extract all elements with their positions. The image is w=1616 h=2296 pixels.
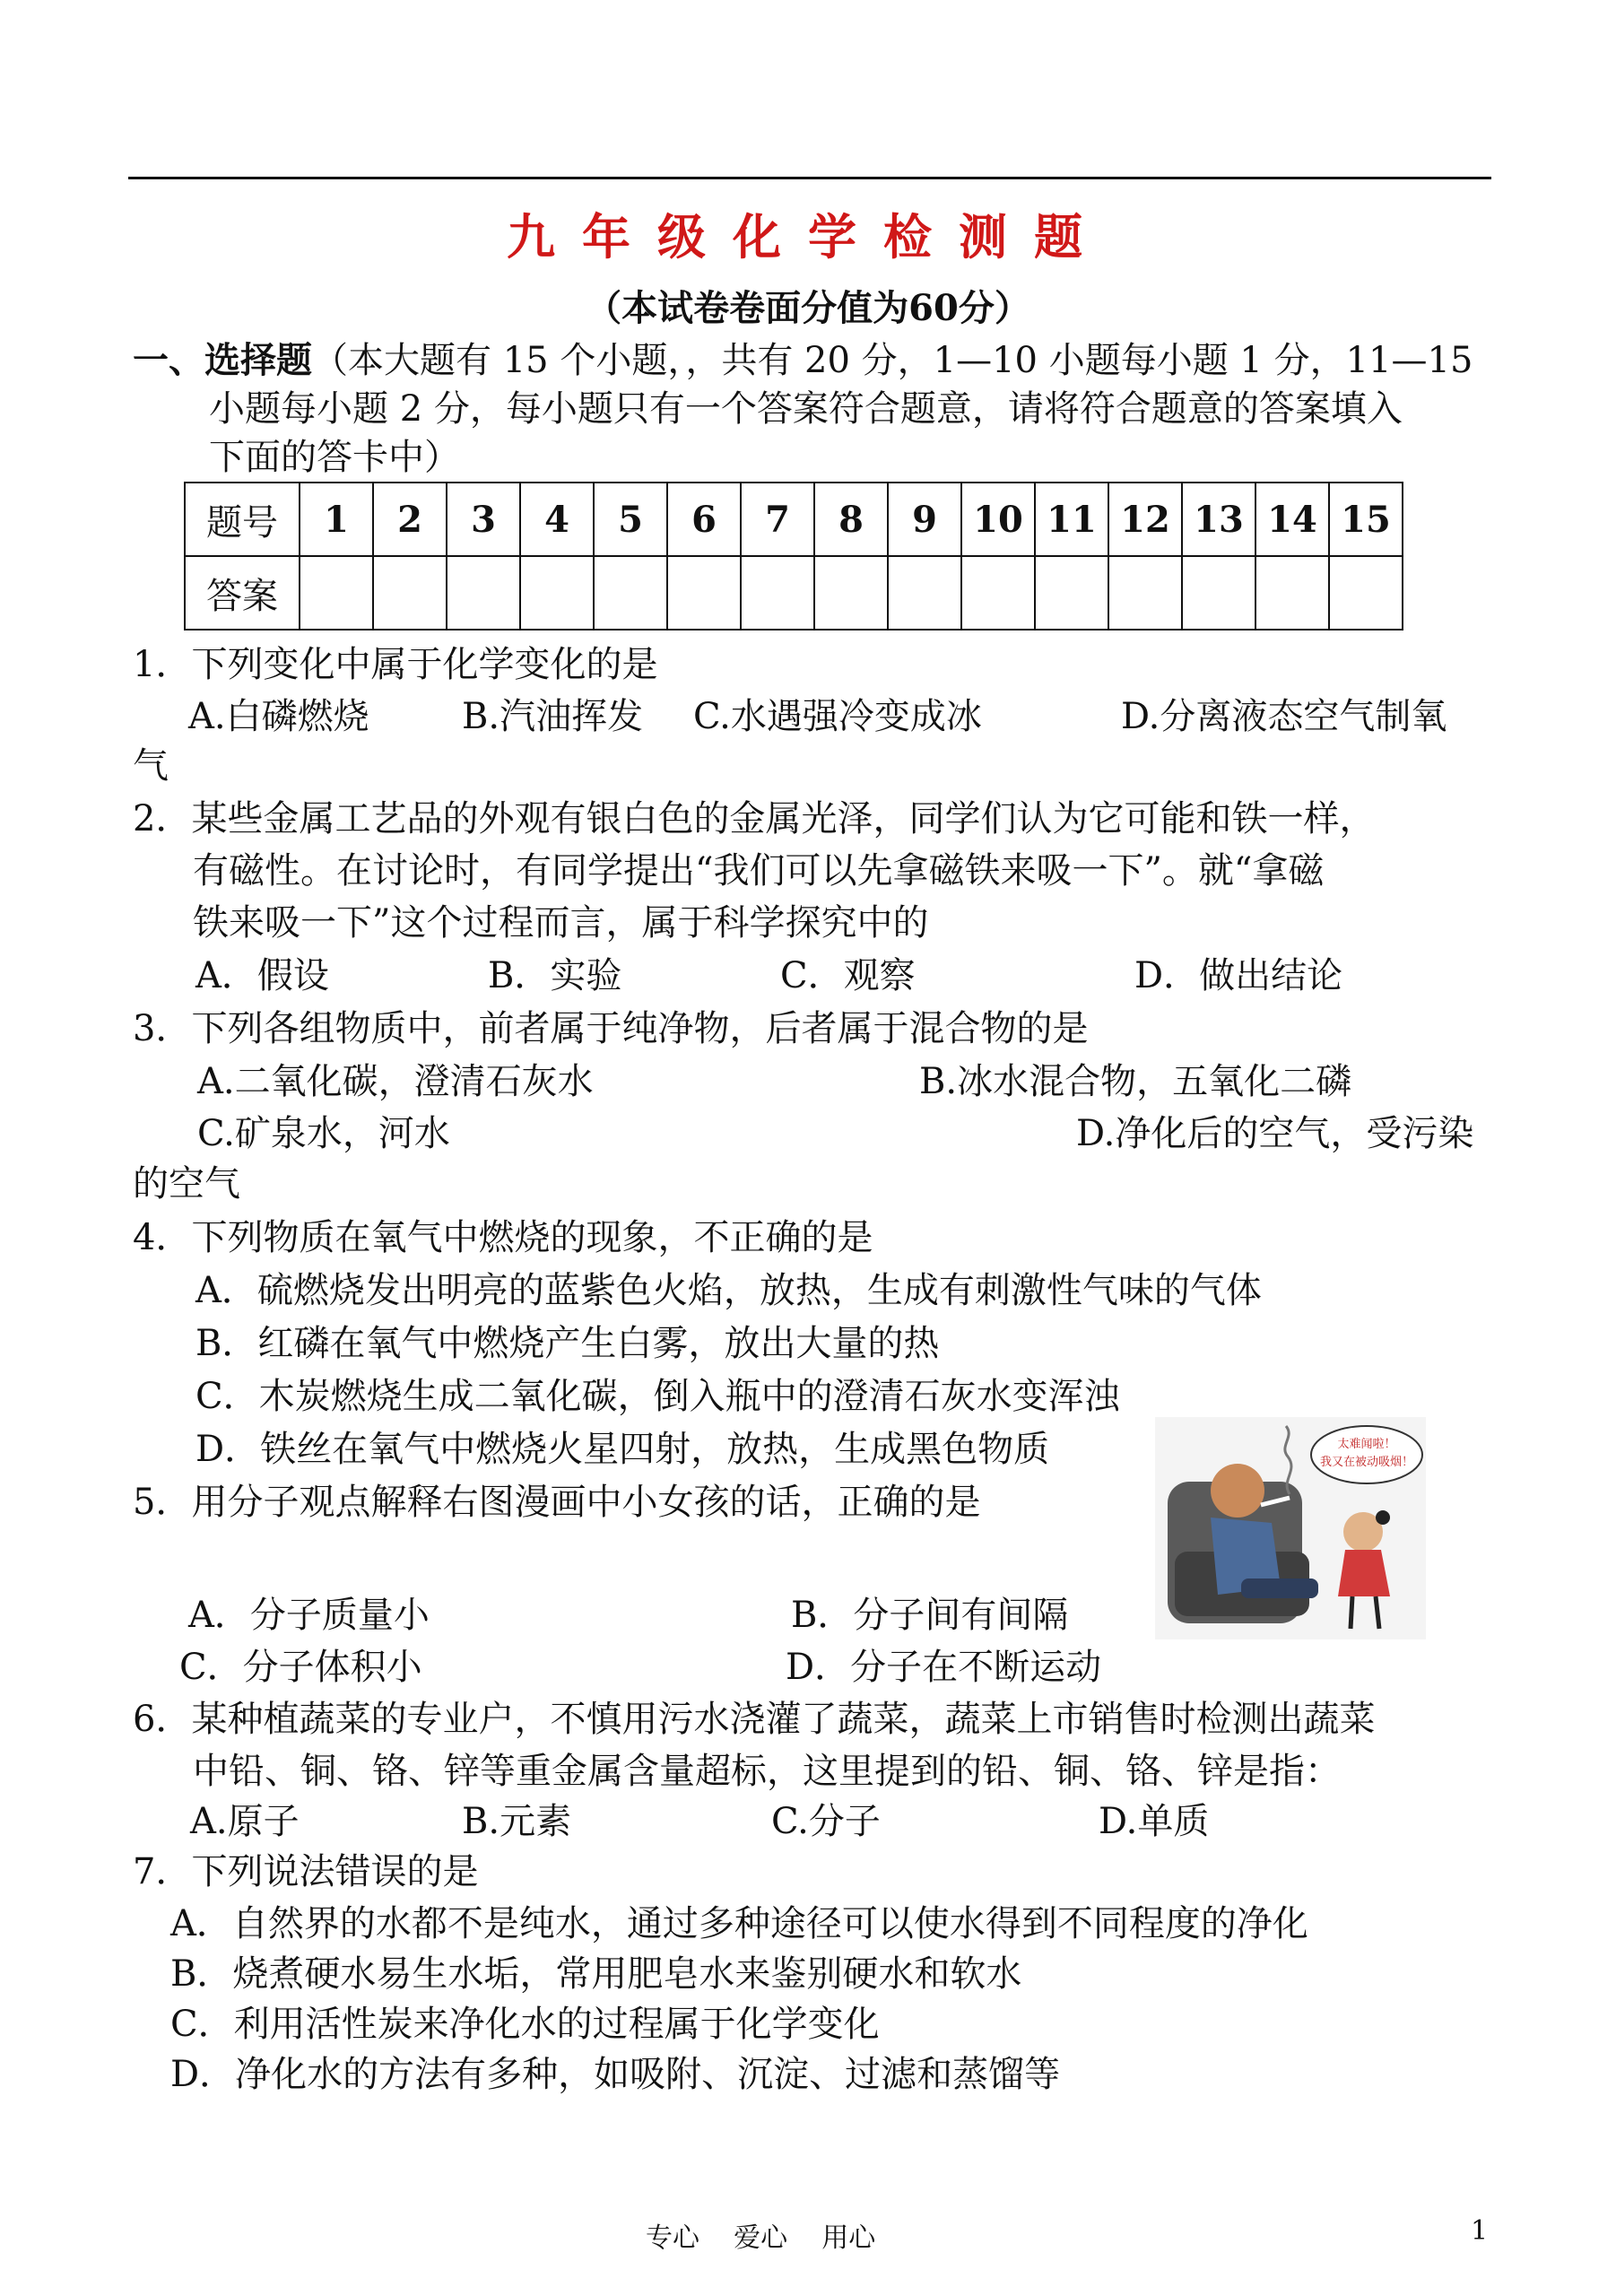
question-number: 3	[447, 483, 520, 556]
question-number: 2	[373, 483, 447, 556]
section-intro-text: （本大题有 15 个小题，，共有 20 分，1—10 小题每小题 1 分，11—15	[312, 340, 1473, 381]
q6-stem-line-1: 6．某种植蔬菜的专业户，不慎用污水浇灌了蔬菜，蔬菜上市销售时检测出蔬菜	[133, 1699, 1376, 1740]
question-number: 12	[1108, 483, 1182, 556]
man-legs-shape	[1241, 1578, 1318, 1598]
q6-stem-line-2: 中铅、铜、铬、锌等重金属含量超标，这里提到的铅、铜、铬、锌是指：	[193, 1751, 1341, 1792]
answer-cell[interactable]	[961, 556, 1035, 630]
q2-option-d: D．做出结论	[1134, 955, 1343, 996]
answer-cell[interactable]	[520, 556, 594, 630]
smoking-cartoon-illustration	[1155, 1417, 1426, 1639]
q3-option-b: B.冰水混合物，五氧化二磷	[919, 1061, 1352, 1102]
q2-option-a: A．假设	[195, 955, 329, 996]
smoking-cartoon	[1155, 1417, 1426, 1639]
smoke-shape	[1285, 1426, 1291, 1494]
girl-hair-bun-shape	[1376, 1510, 1390, 1525]
q1-option-d-wrap: 气	[133, 745, 169, 787]
answer-cell[interactable]	[373, 556, 447, 630]
answer-cell[interactable]	[741, 556, 814, 630]
q2-stem-line-1: 2．某些金属工艺品的外观有银白色的金属光泽，同学们认为它可能和铁一样，	[133, 798, 1376, 839]
q5-option-d: D．分子在不断运动	[786, 1647, 1102, 1688]
answer-card-answer-row	[185, 556, 1403, 630]
header-rule	[128, 177, 1491, 179]
q2-option-b: B．实验	[488, 955, 622, 996]
page-number: 1	[1471, 2215, 1489, 2247]
question-number: 5	[594, 483, 667, 556]
q3-stem: 3．下列各组物质中，前者属于纯净物，后者属于混合物的是	[133, 1008, 1089, 1049]
q6-option-d: D.单质	[1099, 1801, 1210, 1842]
q7-option-a: A．自然界的水都不是纯水，通过多种途径可以使水得到不同程度的净化	[170, 1903, 1308, 1944]
q5-option-c: C．分子体积小	[179, 1647, 422, 1688]
q1-option-c: C.水遇强冷变成冰	[693, 696, 982, 737]
q6-option-a: A.原子	[190, 1801, 300, 1842]
girl-dress-shape	[1338, 1550, 1390, 1596]
q1-stem: 1．下列变化中属于化学变化的是	[133, 644, 658, 685]
footer-motto: 专心 爱心 用心	[646, 2222, 876, 2254]
q3-option-d-wrap: 的空气	[133, 1163, 240, 1205]
answer-cell[interactable]	[1255, 556, 1329, 630]
answer-cell[interactable]	[1108, 556, 1182, 630]
answer-card-row-label: 答案	[185, 556, 300, 630]
speech-bubble-shape	[1311, 1426, 1422, 1483]
man-head-shape	[1211, 1464, 1264, 1518]
section-intro-line-3: 下面的答卡中）	[209, 437, 460, 478]
question-number: 1	[300, 483, 373, 556]
q4-option-d: D．铁丝在氧气中燃烧火星四射，放热，生成黑色物质	[195, 1429, 1050, 1470]
q4-option-c: C．木炭燃烧生成二氧化碳，倒入瓶中的澄清石灰水变浑浊	[195, 1376, 1120, 1417]
page-title: 九年级化学检测题	[507, 208, 1109, 265]
q3-option-d: D.净化后的空气，受污染	[1076, 1113, 1474, 1154]
answer-cell[interactable]	[667, 556, 741, 630]
answer-card-row-label: 题号	[185, 483, 300, 556]
speech-bubble-text-2: 我又在被动吸烟！	[1319, 1456, 1414, 1469]
q5-option-b: B．分子间有间隔	[791, 1595, 1069, 1636]
q5-stem: 5．用分子观点解释右图漫画中小女孩的话，正确的是	[133, 1482, 981, 1523]
q3-option-c: C.矿泉水，河水	[197, 1113, 450, 1154]
question-number: 15	[1329, 483, 1403, 556]
answer-cell[interactable]	[447, 556, 520, 630]
speech-bubble-text-1: 太难闻啦！	[1337, 1438, 1396, 1451]
section-intro-line-2: 小题每小题 2 分，每小题只有一个答案符合题意，请将符合题意的答案填入	[209, 388, 1403, 430]
q5-option-a: A．分子质量小	[188, 1595, 430, 1636]
q2-stem-line-3: 铁来吸一下”这个过程而言，属于科学探究中的	[193, 902, 929, 944]
answer-cell[interactable]	[1329, 556, 1403, 630]
q6-option-c: C.分子	[771, 1801, 881, 1842]
question-number: 4	[520, 483, 594, 556]
question-number: 14	[1255, 483, 1329, 556]
q7-option-d: D．净化水的方法有多种，如吸附、沉淀、过滤和蒸馏等	[170, 2054, 1061, 2095]
question-number: 11	[1035, 483, 1108, 556]
q1-option-b: B.汽油挥发	[462, 696, 644, 737]
q2-option-c: C．观察	[780, 955, 916, 996]
question-number: 10	[961, 483, 1035, 556]
question-number: 7	[741, 483, 814, 556]
q3-option-a: A.二氧化碳，澄清石灰水	[197, 1061, 594, 1102]
q1-option-d: D.分离液态空气制氧	[1121, 696, 1447, 737]
question-number: 8	[814, 483, 888, 556]
answer-cell[interactable]	[888, 556, 961, 630]
page-subtitle: （本试卷卷面分值为60分）	[586, 287, 1030, 329]
answer-cell[interactable]	[1182, 556, 1255, 630]
q7-option-c: C．利用活性炭来净化水的过程属于化学变化	[170, 2004, 880, 2045]
girl-leg-shape	[1376, 1596, 1379, 1629]
answer-card-number-row	[185, 483, 1403, 556]
q4-option-b: B．红磷在氧气中燃烧产生白雾，放出大量的热	[195, 1323, 940, 1364]
section-intro-line-1	[133, 339, 1473, 382]
q4-option-a: A．硫燃烧发出明亮的蓝紫色火焰，放热，生成有刺激性气味的气体	[195, 1270, 1262, 1311]
answer-cell[interactable]	[300, 556, 373, 630]
q7-option-b: B．烧煮硬水易生水垢，常用肥皂水来鉴别硬水和软水	[170, 1953, 1022, 1995]
q4-stem: 4．下列物质在氧气中燃烧的现象，不正确的是	[133, 1217, 873, 1258]
question-number: 13	[1182, 483, 1255, 556]
q2-stem-line-2: 有磁性。在讨论时，有同学提出“我们可以先拿磁铁来吸一下”。就“拿磁	[193, 850, 1325, 891]
answer-cell[interactable]	[594, 556, 667, 630]
answer-card	[184, 482, 1403, 631]
answer-cell[interactable]	[814, 556, 888, 630]
question-number: 6	[667, 483, 741, 556]
girl-leg-shape	[1351, 1596, 1352, 1629]
question-number: 9	[888, 483, 961, 556]
q1-option-a: A.白磷燃烧	[188, 696, 369, 737]
q7-stem: 7．下列说法错误的是	[133, 1851, 479, 1892]
q6-option-b: B.元素	[462, 1801, 572, 1842]
section-heading: 一、选择题	[133, 339, 312, 381]
answer-cell[interactable]	[1035, 556, 1108, 630]
